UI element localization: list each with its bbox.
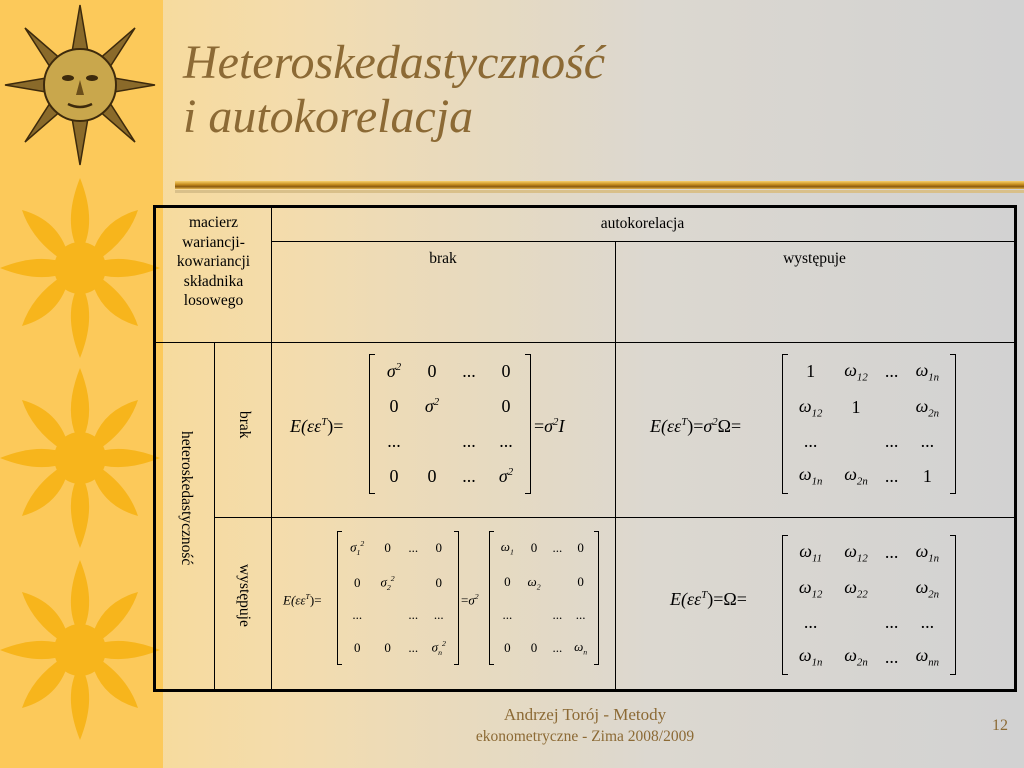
table-divider [615,241,616,689]
table-divider [214,517,1014,518]
matrix-sigma-diag: $\sigma_1^2$ 0 ... 0 0 $\sigma_2^2$ 0 ... ... ... 0 0 ... $\sigma_n^2$ [350,539,446,657]
corner-line: wariancji- [182,233,245,251]
matrix-table [153,205,1017,692]
sun-face-icon [0,0,160,170]
table-divider [214,342,215,689]
identity-symbol: I [558,416,565,436]
omega-symbol: Ω [717,416,732,436]
bracket-right [594,531,599,665]
table-divider [156,342,1014,343]
bracket-right [950,354,956,494]
matrix-omega-diag: $\omega_1$ 0 ... 0 0 $\omega_2$ 0 ... ... ... 0 0 ... $\omega_n$ [500,539,588,657]
formula-heteroskedastic-no-autocorr [273,521,613,685]
formula-heteroskedastic-autocorr [618,521,1012,685]
sun-icon [0,178,160,358]
title-line-1: Heteroskedastyczność [183,36,606,89]
sun-icon [0,368,160,548]
matrix-cell: ... [499,431,513,451]
omega-symbol: Ω [723,589,737,609]
equals-sign: = [534,416,545,436]
formula-lhs: $E(\varepsilon\varepsilon^T)=\Omega=$ [670,589,747,609]
transpose-mark: T [321,416,328,428]
sun-icon [0,560,160,740]
matrix-cell: σ [424,396,434,416]
matrix-cell: 0 [501,361,511,381]
matrix-sigma-identity: $\sigma^2$ 0 ... 0 0 $\sigma^2$ 0 ... ... ... 0 0 ... $\sigma^2$ [375,354,525,494]
corner-line: składnika [183,272,244,290]
formula-lhs [290,416,343,437]
expectation-operator: E(εε [650,416,682,436]
row-header-brak: brak [236,411,253,439]
formula-homoskedastic-no-autocorr [278,348,613,513]
sigma-symbol: σ [703,416,713,436]
table-divider [271,208,272,689]
col-group-header: autokorelacja [600,215,685,232]
matrix-cell: 0 [427,361,437,381]
col-header-wystepuje: występuje [783,250,846,267]
expectation-operator: E(εε [290,416,322,436]
row-header-wystepuje: występuje [236,564,253,627]
formula-rhs: $=\sigma^2I$ [534,416,565,436]
matrix-cell: 0 [389,396,399,416]
title-underline-shadow [175,190,1024,193]
matrix-cell: σ [498,466,508,486]
title-underline-bar [175,181,1024,189]
bracket-right [525,354,531,494]
corner-line: losowego [183,292,244,309]
row-group-header: heteroskedastyczność [178,431,195,566]
matrix-cell: ... [387,431,401,451]
slide-footer [440,704,730,748]
matrix-cell: ... [462,431,476,451]
corner-line: macierz [188,214,239,231]
footer-line-1: Andrzej Torój - Metody [503,705,667,724]
matrix-cell: σ [386,361,396,381]
equals-sign: = [333,416,344,436]
matrix-omega-full: $\omega_{11}$ $\omega_{12}$ ... $\omega_{1n}$ $\omega_{12}$ $\omega_{22}$ $\omega_{2n}$ ... ... ... $\omega_{1n}$ $\omega_{2n}$ ... $\omega_{nn}$ [798,541,940,669]
sigma-symbol: σ [544,416,554,436]
matrix-cell: 0 [501,396,511,416]
matrix-omega-corr: 1 $\omega_{12}$ ... $\omega_{1n}$ $\omega_{12}$ 1 $\omega_{2n}$ ... ... ... $\omega_{1n}$ $\omega_{2n}$ ... 1 [798,360,940,488]
col-header-brak: brak [429,250,457,267]
bracket-right [454,531,459,665]
slide-title [183,36,605,144]
matrix-cell: 0 [389,466,399,486]
paren-close: ) [327,416,334,436]
page-number: 12 [992,717,1008,734]
matrix-cell: ... [462,466,476,486]
corner-header [156,213,271,311]
footer-line-2: ekonometryczne - Zima 2008/2009 [475,728,695,745]
formula-lhs: $E(\varepsilon\varepsilon^T)=$ [283,592,322,608]
table-divider [271,241,1014,242]
corner-line: kowariancji [176,253,251,270]
matrix-cell: 0 [427,466,437,486]
bracket-right [950,535,956,675]
formula-homoskedastic-autocorr [618,348,1012,513]
formula-mid: $=\sigma^2$ [461,592,479,608]
title-line-2: i autokorelacja [183,90,474,143]
formula-lhs: $E(\varepsilon\varepsilon^T)=\sigma^2\Omega=$ [650,416,742,436]
matrix-cell: ... [462,361,476,381]
